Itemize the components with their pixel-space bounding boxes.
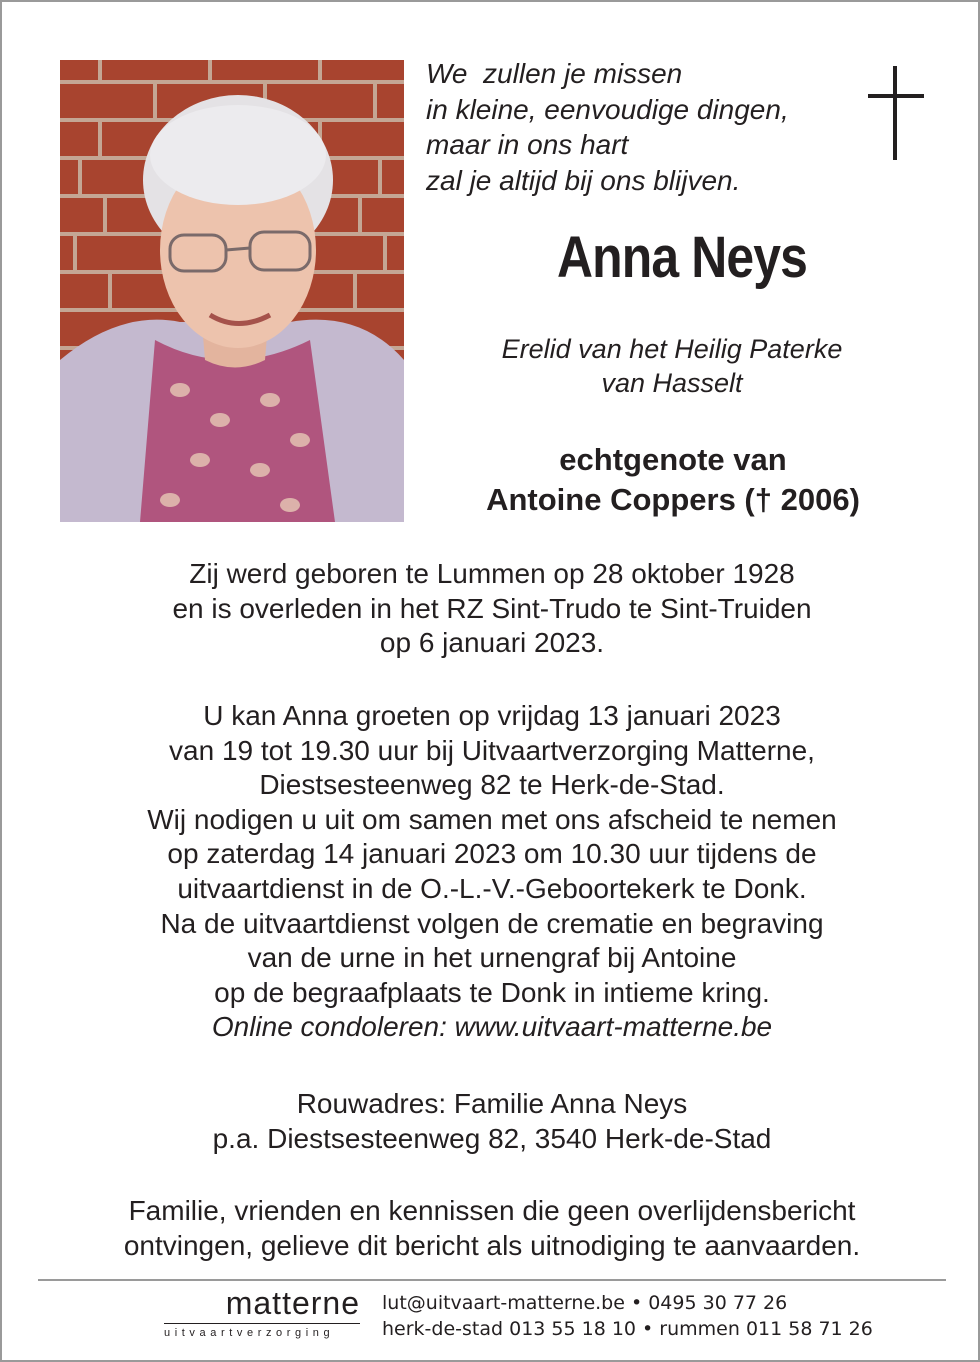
text-line: van de urne in het urnengraf bij Antoine (247, 942, 737, 974)
poem-line: in kleine, eenvoudige dingen, (426, 93, 789, 125)
text-line: op 6 januari 2023. (379, 627, 605, 659)
poem-line: zal je altijd bij ons blijven. (426, 164, 741, 196)
text-line: Diestsesteenweg 82 te Herk-de-Stad. (259, 769, 725, 801)
text-line: op de begraafplaats te Donk in intieme kring. (214, 976, 770, 1008)
mourning-address (2, 1087, 980, 1156)
text-line: Familie, vrienden en kennissen die geen overlijdensbericht (128, 1195, 856, 1226)
logo-underline (164, 1323, 360, 1324)
text-line: Zij werd geboren te Lummen op 28 oktober 1928 (189, 558, 795, 589)
text-line: ontvingen, gelieve dit bericht als uitnodiging te aanvaarden. (123, 1229, 861, 1261)
online-condolence-link[interactable]: Online condoleren: www.uitvaart-matterne.be (211, 1011, 773, 1043)
logo-name: matterne (225, 1285, 360, 1321)
text-line: en is overleden in het RZ Sint-Trudo te Sint-Truiden (172, 592, 812, 624)
text-line: op zaterdag 14 januari 2023 om 10.30 uur tijdens de (167, 838, 817, 870)
footer-divider (38, 1279, 946, 1281)
contact-line: herk-de-stad 013 55 18 10 • rummen 011 58 71 26 (382, 1318, 873, 1340)
text-line: p.a. Diestsesteenweg 82, 3540 Herk-de-Stad (212, 1122, 772, 1154)
contact-line[interactable]: lut@uitvaart-matterne.be • 0495 30 77 26 (382, 1292, 788, 1314)
title-line: Erelid van het Heilig Paterke (501, 334, 843, 364)
title-line: van Hasselt (601, 368, 743, 398)
portrait-illustration (60, 60, 404, 522)
text-line: uitvaartdienst in de O.-L.-V.-Geboortekerk te Donk. (177, 872, 807, 904)
text-line: Rouwadres: Familie Anna Neys (296, 1088, 688, 1119)
spouse-info (422, 440, 924, 520)
honorary-title (422, 332, 922, 400)
closing-paragraph (2, 1194, 980, 1263)
ceremony-paragraph (2, 699, 980, 1045)
footer-contact (382, 1290, 873, 1342)
memorial-poem (426, 56, 789, 198)
text-line: U kan Anna groeten op vrijdag 13 januari 2023 (203, 700, 781, 731)
spouse-line: Antoine Coppers († 2006) (486, 482, 860, 517)
logo-subtitle: uitvaartverzorging (164, 1327, 335, 1339)
poem-line: maar in ons hart (426, 129, 629, 160)
birth-death-paragraph (2, 557, 980, 661)
text-line: Wij nodigen u uit om samen met ons afscheid te nemen (147, 803, 837, 835)
text-line: Na de uitvaartdienst volgen de crematie en begraving (160, 907, 824, 939)
spouse-line: echtgenote van (559, 442, 787, 477)
latin-cross-icon (868, 66, 924, 160)
text-line: van 19 tot 19.30 uur bij Uitvaartverzorging Matterne, (169, 734, 815, 766)
deceased-name: Anna Neys (556, 225, 808, 290)
poem-line: We zullen je missen (426, 58, 683, 89)
matterne-logo (164, 1286, 360, 1340)
portrait-photo (60, 60, 404, 522)
